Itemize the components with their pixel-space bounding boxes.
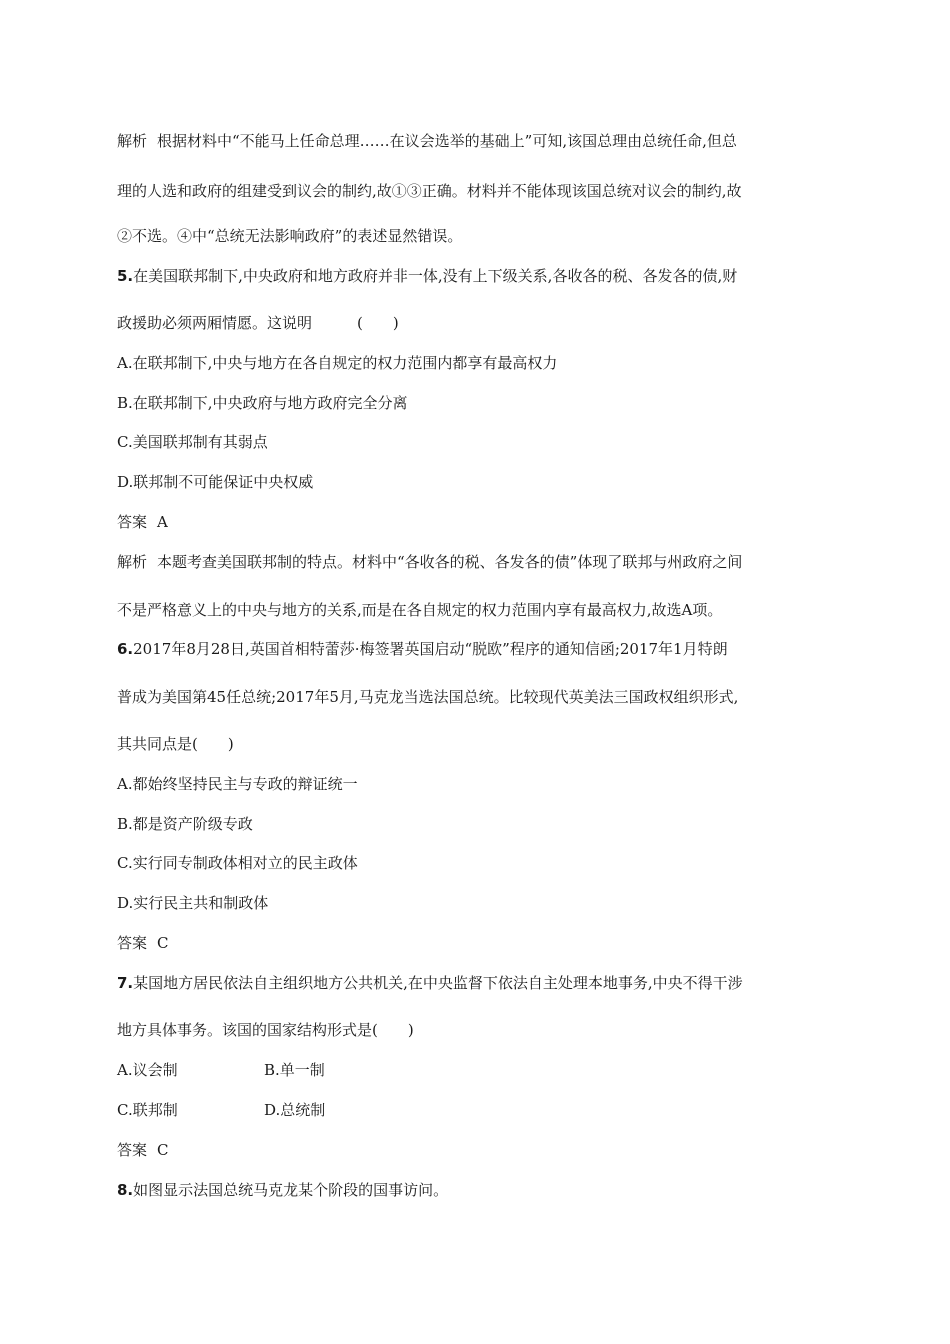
q5-answer-label: 答案 [117, 513, 148, 531]
q4-analysis-line-2: 理的人选和政府的组建受到议会的制约,故①③正确。材料并不能体现该国总统对议会的制约,故 [117, 182, 742, 200]
q6-option-b: B.都是资产阶级专政 [117, 815, 253, 833]
q6-stem-line-2: 普成为美国第45任总统;2017年5月,马克龙当选法国总统。比较现代英美法三国政权组织形式, [117, 688, 739, 706]
q5-option-d: D.联邦制不可能保证中央权威 [117, 473, 314, 491]
q7-option-b: B.单一制 [264, 1061, 325, 1079]
q7-options-row-2 [117, 1100, 417, 1120]
q6-stem-text-1: 2017年8月28日,英国首相特蕾莎·梅签署英国启动“脱欧”程序的通知信函;2017年1月特朗 [133, 640, 728, 658]
q5-option-b: B.在联邦制下,中央政府与地方政府完全分离 [117, 394, 408, 412]
q7-number: 7. [117, 974, 134, 992]
q4-analysis-text-1: 根据材料中“不能马上任命总理……在议会选举的基础上”可知,该国总理由总统任命,但总 [157, 132, 737, 150]
q6-answer-label: 答案 [117, 934, 148, 952]
q7-answer-value: C [157, 1141, 169, 1159]
q8-stem-line-1 [117, 1180, 448, 1200]
q6-option-d: D.实行民主共和制政体 [117, 894, 269, 912]
q5-analysis-line-1 [117, 552, 742, 572]
q5-stem-line-2: 政援助必须两厢情愿。这说明 ( ) [117, 314, 399, 332]
q5-option-a: A.在联邦制下,中央与地方在各自规定的权力范围内都享有最高权力 [117, 354, 558, 372]
q5-stem-text-1: 在美国联邦制下,中央政府和地方政府并非一体,没有上下级关系,各收各的税、各发各的债,财 [133, 267, 738, 285]
q6-stem-line-1 [117, 639, 728, 659]
q4-analysis-line-3: ②不选。④中“总统无法影响政府”的表述显然错误。 [117, 227, 463, 245]
q6-stem-line-3: 其共同点是( ) [117, 735, 234, 753]
q6-option-a: A.都始终坚持民主与专政的辩证统一 [117, 775, 358, 793]
q6-answer-value: C [157, 934, 169, 952]
q7-stem-line-1 [117, 973, 743, 993]
q8-number: 8. [117, 1181, 134, 1199]
q4-analysis-label: 解析 [117, 132, 148, 150]
q7-stem-text-1: 某国地方居民依法自主组织地方公共机关,在中央监督下依法自主处理本地事务,中央不得干涉 [133, 974, 743, 992]
q6-answer [117, 933, 169, 953]
q7-answer [117, 1140, 169, 1160]
q5-option-c: C.美国联邦制有其弱点 [117, 433, 268, 451]
q7-option-a: A.议会制 [117, 1061, 178, 1079]
q6-number: 6. [117, 640, 134, 658]
q8-stem-text-1: 如图显示法国总统马克龙某个阶段的国事访问。 [133, 1181, 449, 1199]
q7-stem-line-2: 地方具体事务。该国的国家结构形式是( ) [117, 1021, 414, 1039]
q7-option-d: D.总统制 [264, 1101, 326, 1119]
q5-answer-value: A [157, 513, 168, 531]
q6-option-c: C.实行同专制政体相对立的民主政体 [117, 854, 358, 872]
q5-analysis-text-1: 本题考查美国联邦制的特点。材料中“各收各的税、各发各的债”体现了联邦与州政府之间 [157, 553, 743, 571]
q5-analysis-line-2: 不是严格意义上的中央与地方的关系,而是在各自规定的权力范围内享有最高权力,故选A项。 [117, 601, 723, 619]
q5-stem-line-1 [117, 266, 737, 286]
q5-number: 5. [117, 267, 134, 285]
q5-answer [117, 512, 168, 532]
q7-options-row-1 [117, 1060, 417, 1080]
q7-answer-label: 答案 [117, 1141, 148, 1159]
q5-analysis-label: 解析 [117, 553, 148, 571]
q4-analysis-line-1 [117, 131, 737, 151]
q7-option-c: C.联邦制 [117, 1101, 178, 1119]
